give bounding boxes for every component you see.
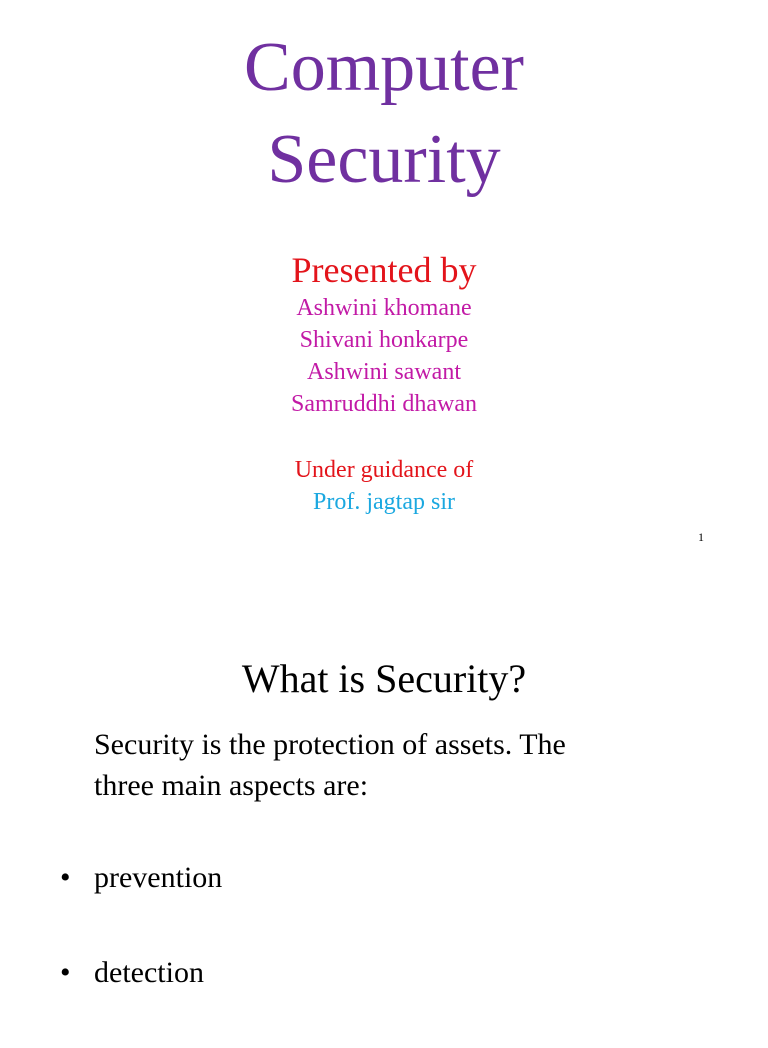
slide-heading: What is Security?	[241, 656, 527, 701]
presenter-name: Shivani honkarpe	[299, 327, 469, 353]
body-line: Security is the protection of assets. The	[94, 728, 566, 761]
slide-2	[0, 600, 768, 1024]
presenter-name: Ashwini khomane	[296, 295, 472, 321]
guidance-label: Under guidance of	[294, 457, 474, 483]
bullet-item	[60, 953, 222, 993]
slide-title	[0, 22, 768, 206]
presented-by-label: Presented by	[291, 250, 477, 290]
bullet-list	[60, 858, 222, 1048]
presenter-name: Samruddhi dhawan	[291, 391, 477, 417]
presenters-list	[0, 292, 768, 420]
bullet-text: prevention	[94, 861, 223, 894]
title-line-1: Computer	[244, 29, 524, 106]
slide-body-text	[94, 724, 694, 806]
guide-name: Prof. jagtap sir	[313, 489, 455, 515]
title-line-2: Security	[267, 121, 501, 198]
page-number: 1	[698, 530, 704, 544]
presenter-name: Ashwini sawant	[307, 359, 461, 385]
bullet-icon: •	[60, 956, 71, 989]
bullet-text: detection	[94, 956, 204, 989]
bullet-item	[60, 858, 222, 898]
body-line: three main aspects are:	[94, 769, 369, 802]
bullet-icon: •	[60, 861, 71, 894]
